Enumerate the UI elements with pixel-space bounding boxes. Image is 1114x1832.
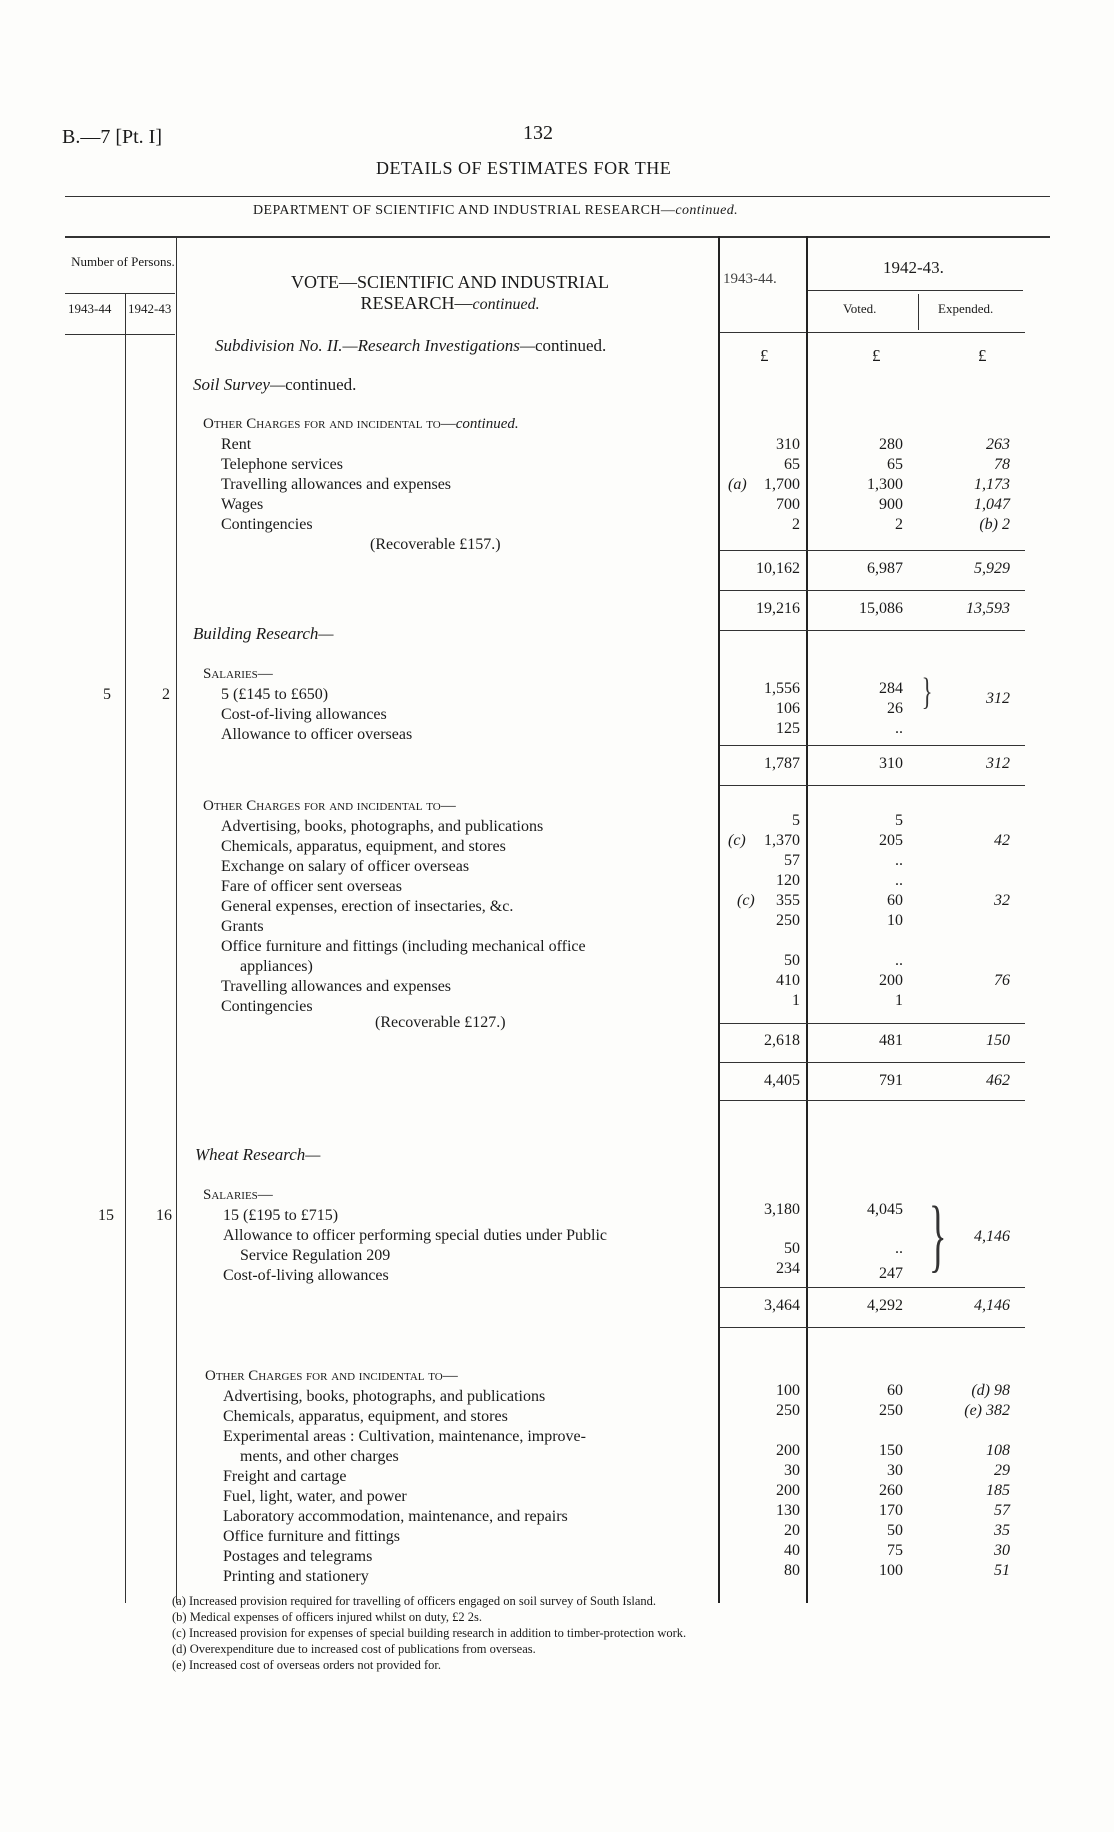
value-expended: 29 [994, 1462, 1010, 1479]
value-expended: 185 [986, 1482, 1010, 1499]
value-voted: 6,987 [867, 560, 903, 577]
subdivision-title: Subdivision No. II.—Research Investigations—continued. [215, 336, 607, 355]
year-1943-44-label: 1943-44 [68, 301, 112, 316]
rule [720, 550, 1025, 551]
value-expended: 78 [994, 456, 1010, 473]
value-voted: 1,300 [867, 476, 903, 493]
value-voted: .. [895, 952, 903, 969]
rule [176, 236, 177, 1603]
rule [720, 1100, 1025, 1101]
footnote: (a) Increased provision required for travelling of officers engaged on soil survey of South Island. [172, 1594, 656, 1608]
page-title: DETAILS OF ESTIMATES FOR THE [376, 158, 672, 178]
value-expended: 32 [994, 892, 1010, 909]
building-recoverable: (Recoverable £127.) [375, 1014, 506, 1031]
rule [65, 236, 1050, 238]
row-label: Advertising, books, photographs, and publications [221, 818, 544, 835]
value-voted: .. [895, 872, 903, 889]
page-ref: B.—7 [Pt. I] [62, 126, 162, 148]
wheat-charges-heading: Other Charges for and incidental to— [205, 1368, 458, 1384]
building-salaries-heading: Salaries— [203, 666, 273, 682]
row-label: Chemicals, apparatus, equipment, and stores [221, 838, 506, 855]
row-label: Allowance to officer overseas [221, 726, 413, 743]
row-label: Travelling allowances and expenses [221, 978, 452, 995]
value-1943: 10,162 [756, 560, 800, 577]
value-voted: 247 [879, 1265, 903, 1282]
rule [720, 590, 1025, 591]
brace-icon: } [921, 671, 933, 713]
brace-icon: } [928, 1189, 947, 1280]
value-1943: 5 [792, 812, 800, 829]
value-1943: 410 [776, 972, 800, 989]
row-label: Cost-of-living allowances [221, 706, 387, 723]
row-label: ments, and other charges [240, 1448, 399, 1465]
row-label: Allowance to officer performing special duties under Public [223, 1227, 608, 1244]
value-voted: 4,292 [867, 1297, 903, 1314]
value-voted: 900 [879, 496, 903, 513]
value-1943: 100 [776, 1382, 800, 1399]
value-expended: 1,047 [974, 496, 1010, 513]
page-number: 132 [523, 122, 553, 144]
value-voted: 60 [887, 1382, 903, 1399]
value-voted: 30 [887, 1462, 903, 1479]
value-voted: 15,086 [859, 600, 903, 617]
value-1943: 65 [784, 456, 800, 473]
currency-voted: £ [872, 346, 881, 365]
rule [125, 293, 126, 1603]
value-voted: 250 [879, 1402, 903, 1419]
row-label: Postages and telegrams [223, 1548, 373, 1565]
building-persons-1943: 5 [103, 686, 111, 703]
currency-1943: £ [760, 346, 769, 365]
vote-title [190, 272, 710, 315]
value-voted: .. [895, 852, 903, 869]
value-1943: 4,405 [764, 1072, 800, 1089]
row-label: Contingencies [221, 516, 313, 533]
value-expended: 150 [986, 1032, 1010, 1049]
wheat-salaries-heading: Salaries— [203, 1187, 273, 1203]
value-1943: 30 [784, 1462, 800, 1479]
soil-recoverable: (Recoverable £157.) [370, 536, 501, 553]
value-expended: 462 [986, 1072, 1010, 1089]
value-1943: 50 [784, 952, 800, 969]
department-name: DEPARTMENT OF SCIENTIFIC AND INDUSTRIAL RESEARCH— [253, 203, 676, 218]
value-1943: 1 [792, 992, 800, 1009]
value-1943: 125 [776, 720, 800, 737]
rule [720, 785, 1025, 786]
value-voted: 5 [895, 812, 903, 829]
value-voted: 205 [879, 832, 903, 849]
footnote: (c) Increased provision for expenses of special building research in addition to timber-protection work. [172, 1626, 687, 1640]
value-voted: 150 [879, 1442, 903, 1459]
building-persons-1942: 2 [162, 686, 170, 703]
wheat-persons-1943: 15 [98, 1207, 114, 1224]
col-1943-44-header: 1943-44. [723, 271, 777, 287]
row-label: Freight and cartage [223, 1468, 347, 1485]
rule [65, 334, 175, 335]
value-expended: 13,593 [966, 600, 1010, 617]
expended-header: Expended. [938, 301, 994, 316]
value-1943: 234 [776, 1260, 800, 1277]
footnote-ref: (c) [737, 892, 755, 909]
value-voted: 310 [879, 755, 903, 772]
value-1943: 250 [776, 1402, 800, 1419]
rule [918, 294, 919, 330]
soil-charges-heading: Other Charges for and incidental to—continued. [203, 416, 519, 432]
value-voted: 75 [887, 1542, 903, 1559]
wheat-persons-1942: 16 [156, 1207, 172, 1224]
value-expended: (b) 2 [979, 516, 1010, 533]
value-voted: 280 [879, 436, 903, 453]
rule [720, 1327, 1025, 1328]
value-1943: 40 [784, 1542, 800, 1559]
row-label: Service Regulation 209 [240, 1247, 391, 1264]
rule [720, 1023, 1025, 1024]
row-label: Fuel, light, water, and power [223, 1488, 407, 1505]
value-voted: 170 [879, 1502, 903, 1519]
row-label: Cost-of-living allowances [223, 1267, 389, 1284]
value-expended: 4,146 [974, 1297, 1010, 1314]
value-1943: 20 [784, 1522, 800, 1539]
value-1943: 200 [776, 1482, 800, 1499]
currency-expended: £ [978, 346, 987, 365]
rule [65, 293, 175, 294]
year-1942-43-label: 1942-43 [128, 301, 172, 316]
value-expended: 5,929 [974, 560, 1010, 577]
value-1943: 130 [776, 1502, 800, 1519]
value-voted: 260 [879, 1482, 903, 1499]
value-1943: 1,700 [764, 476, 800, 493]
value-expended: 263 [986, 436, 1010, 453]
value-voted: 1 [895, 992, 903, 1009]
value-voted: 10 [887, 912, 903, 929]
value-1943: 310 [776, 436, 800, 453]
value-1943: 57 [784, 852, 800, 869]
value-expended: 108 [986, 1442, 1010, 1459]
value-expended: 57 [994, 1502, 1010, 1519]
rule [718, 236, 720, 1603]
soil-heading: Soil Survey—continued. [193, 375, 357, 394]
rule [720, 745, 1025, 746]
value-1943: 19,216 [756, 600, 800, 617]
row-label: Travelling allowances and expenses [221, 476, 452, 493]
row-label: Experimental areas : Cultivation, maintenance, improve- [223, 1428, 586, 1445]
value-1943: 2,618 [764, 1032, 800, 1049]
building-heading: Building Research— [193, 624, 334, 643]
value-expended: 42 [994, 832, 1010, 849]
rule [720, 630, 1025, 631]
value-1943: 3,180 [764, 1201, 800, 1218]
voted-header: Voted. [843, 301, 877, 316]
department-title [253, 203, 738, 219]
rule [808, 290, 1023, 291]
row-label: 5 (£145 to £650) [221, 686, 329, 703]
wheat-heading: Wheat Research— [195, 1145, 321, 1164]
row-label: appliances) [240, 958, 313, 975]
building-salaries-expended: 312 [986, 690, 1010, 707]
value-voted: 4,045 [867, 1201, 903, 1218]
footnote-ref: (c) [728, 832, 746, 849]
value-expended: 76 [994, 972, 1010, 989]
value-1943: 700 [776, 496, 800, 513]
value-voted: 100 [879, 1562, 903, 1579]
value-voted: 2 [895, 516, 903, 533]
footnote: (b) Medical expenses of officers injured whilst on duty, £2 2s. [172, 1610, 483, 1624]
value-voted: 65 [887, 456, 903, 473]
rule [720, 332, 1025, 333]
value-1943: 1,787 [764, 755, 800, 772]
row-label: General expenses, erection of insectaries, &c. [221, 898, 514, 915]
row-label: Exchange on salary of officer overseas [221, 858, 470, 875]
footnote: (e) Increased cost of overseas orders not provided for. [172, 1658, 441, 1672]
row-label: Fare of officer sent overseas [221, 878, 402, 895]
value-voted: 284 [879, 680, 903, 697]
value-expended: 35 [994, 1522, 1010, 1539]
row-label: Printing and stationery [223, 1568, 369, 1585]
row-label: Office furniture and fittings [223, 1528, 400, 1545]
rule [720, 1062, 1025, 1063]
value-voted: .. [895, 1240, 903, 1257]
row-label: Laboratory accommodation, maintenance, and repairs [223, 1508, 568, 1525]
row-label: Chemicals, apparatus, equipment, and stores [223, 1408, 508, 1425]
row-label: Advertising, books, photographs, and publications [223, 1388, 546, 1405]
row-label: Contingencies [221, 998, 313, 1015]
department-suffix: continued. [675, 203, 739, 218]
rule [720, 1287, 1025, 1288]
row-label: Rent [221, 436, 252, 453]
value-1943: 1,370 [764, 832, 800, 849]
value-1943: 80 [784, 1562, 800, 1579]
value-1943: 1,556 [764, 680, 800, 697]
value-1943: 120 [776, 872, 800, 889]
value-1943: 106 [776, 700, 800, 717]
value-1943: 355 [776, 892, 800, 909]
value-expended: 51 [994, 1562, 1010, 1579]
value-voted: 26 [887, 700, 903, 717]
persons-header-label: Number of Persons. [71, 254, 175, 269]
value-1943: 250 [776, 912, 800, 929]
value-expended: 1,173 [974, 476, 1010, 493]
value-expended: 30 [994, 1542, 1010, 1559]
value-1943: 200 [776, 1442, 800, 1459]
rule [806, 236, 808, 1603]
value-voted: 50 [887, 1522, 903, 1539]
building-charges-heading: Other Charges for and incidental to— [203, 798, 456, 814]
row-label: 15 (£195 to £715) [223, 1207, 339, 1224]
value-voted: 481 [879, 1032, 903, 1049]
row-label: Office furniture and fittings (including mechanical office [221, 938, 586, 955]
value-voted: 791 [879, 1072, 903, 1089]
value-expended: (d) 98 [971, 1382, 1010, 1399]
row-label: Grants [221, 918, 264, 935]
value-1943: 2 [792, 516, 800, 533]
row-label: Telephone services [221, 456, 343, 473]
value-1943: 3,464 [764, 1297, 800, 1314]
col-1942-43-header: 1942-43. [883, 258, 944, 277]
value-voted: 200 [879, 972, 903, 989]
footnote-ref: (a) [728, 476, 747, 493]
value-expended: (e) 382 [964, 1402, 1010, 1419]
persons-header [68, 254, 178, 269]
rule [65, 196, 1050, 197]
row-label: Wages [221, 496, 264, 513]
value-voted: 60 [887, 892, 903, 909]
wheat-salaries-expended: 4,146 [974, 1228, 1010, 1245]
value-expended: 312 [986, 755, 1010, 772]
value-voted: .. [895, 720, 903, 737]
value-1943: 50 [784, 1240, 800, 1257]
footnote: (d) Overexpenditure due to increased cost of publications from overseas. [172, 1642, 536, 1656]
vote-title-line2: RESEARCH—continued. [360, 293, 540, 313]
vote-title-line1: VOTE—SCIENTIFIC AND INDUSTRIAL [291, 272, 609, 292]
